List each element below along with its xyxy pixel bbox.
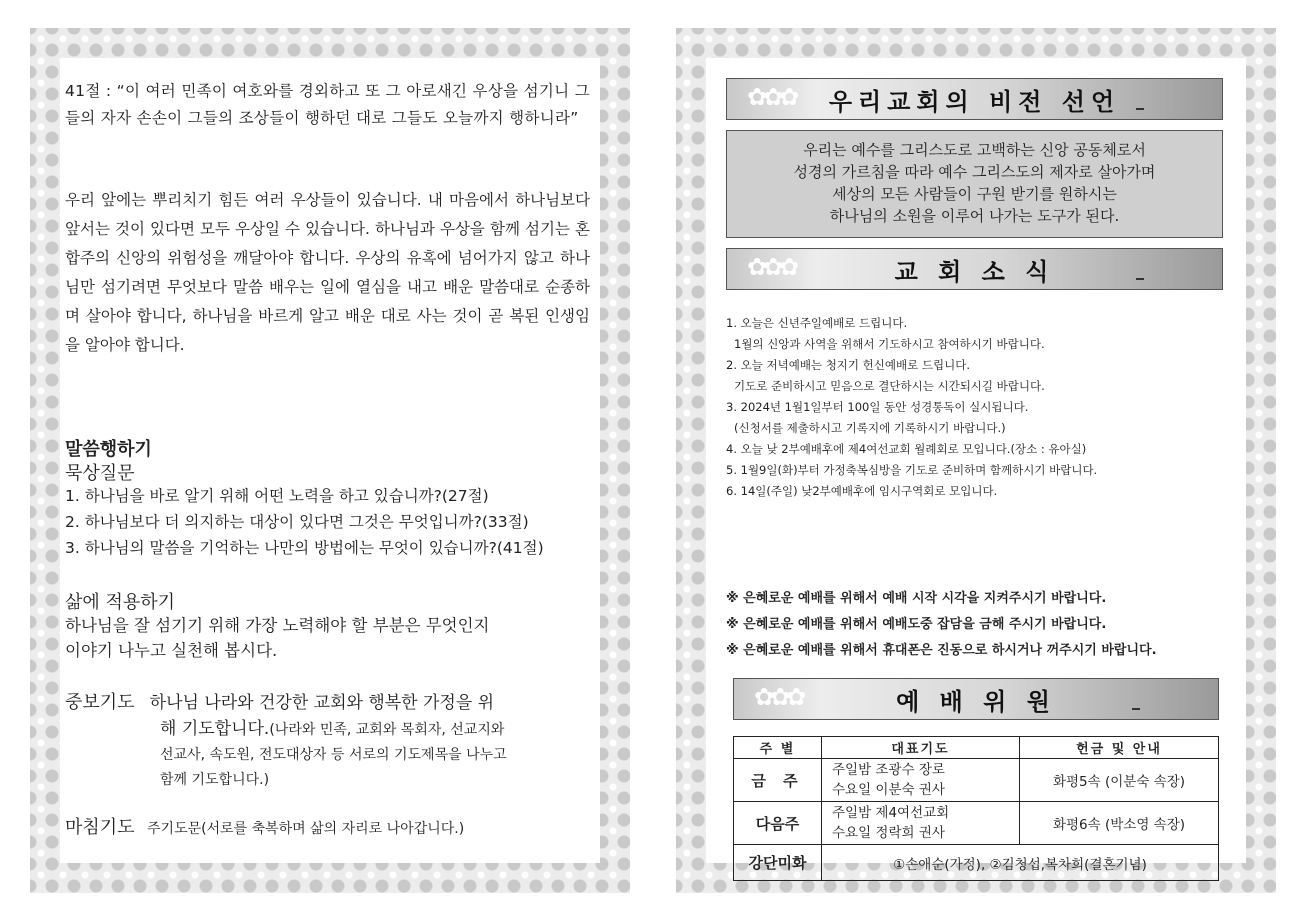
notice-item: ※ 은혜로운 예배를 위해서 휴대폰은 진동으로 하시거나 꺼주시기 바랍니다. <box>726 643 1157 658</box>
news-item: 기도로 준비하시고 믿음으로 결단하시는 시간되시길 바랍니다. <box>734 379 1045 393</box>
intercession-sub: (나라와 민족, 교회와 목회자, 선교지와 <box>269 722 505 738</box>
verse-text: “이 여러 민족이 여호와를 경외하고 또 그 아로새긴 우상을 섬기니 그들의 자자 손손이 그들의 조상들이 행하던 대로 그들도 오늘까지 행하니라” <box>65 82 590 127</box>
news-item: 2. 오늘 저녁예배는 청지기 헌신예배로 드립니다. <box>726 358 970 372</box>
vision-statement <box>726 130 1223 238</box>
news-item: 6. 14일(주일) 낮2부예배후에 임시구역회로 모입니다. <box>726 484 998 498</box>
closing-label: 마침기도 <box>65 817 135 838</box>
apply-text <box>65 613 595 663</box>
banner-dash <box>1132 708 1140 710</box>
news-item: (신청서를 제출하시고 기록지에 기록하시기 바랍니다.) <box>734 421 1006 435</box>
news-item: 4. 오늘 낮 2부예배후에 제4여선교회 월례회로 모입니다.(장소 : 유아실) <box>726 442 1087 456</box>
banner-dash <box>1136 278 1144 280</box>
practice-title: 말씀행하기 <box>65 439 152 460</box>
intercession-sub: 선교사, 속도원, 전도대상자 등 서로의 기도제목을 나누고 <box>160 747 507 763</box>
intercession-sub: 함께 기도합니다.) <box>160 772 270 788</box>
apply-line: 하나님을 잘 섬기기 위해 가장 노력해야 할 부분은 무엇인지 <box>65 616 490 635</box>
right-page <box>676 28 1276 893</box>
question-list <box>65 483 595 561</box>
scripture-verse <box>65 78 590 132</box>
duty-banner <box>733 678 1219 720</box>
duty-title: 예 배 위 원 <box>896 687 1056 716</box>
flower-icon: ✿✿✿ <box>747 253 796 281</box>
vision-title: 우리교회의 비전 선언 <box>828 87 1121 116</box>
intercession-block <box>65 688 590 793</box>
duty-header: 헌금 및 안내 <box>1020 737 1219 759</box>
question-item: 2. 하나님보다 더 의지하는 대상이 있다면 그것은 무엇입니까?(33절) <box>65 513 529 531</box>
altar-cell: ①손애순(가정), ②김청섭,복차희(결혼기념) <box>822 845 1219 881</box>
news-item: 1월의 신앙과 사역을 위해서 기도하시고 참여하시기 바랍니다. <box>734 337 1045 351</box>
apply-line: 이야기 나누고 실천해 봅시다. <box>65 641 278 660</box>
banner-dash <box>1136 108 1144 110</box>
prayer-line: 수요일 정락희 권사 <box>832 825 945 841</box>
flower-icon: ✿✿✿ <box>754 683 803 711</box>
question-item: 3. 하나님의 말씀을 기억하는 나만의 방법에는 무엇이 있습니까?(41절) <box>65 539 544 557</box>
intercession-label: 중보기도 <box>65 692 135 713</box>
table-row <box>734 759 1219 802</box>
offering-cell: 화평6속 (박소영 속장) <box>1020 802 1219 845</box>
vision-line: 성경의 가르침을 따라 예수 그리스도의 제자로 살아가며 <box>793 163 1156 181</box>
sermon-paragraph: 우리 앞에는 뿌리치기 힘든 여러 우상들이 있습니다. 내 마음에서 하나님보다 앞서는 것이 있다면 모두 우상일 수 있습니다. 하나님과 우상을 함께 섬기는 혼합주의 신앙의 위험성을 깨달아야 합니다. 우상의 유혹에 넘어가지 않고 하나님만 섬기려면 무엇보다 말씀 배우는 일에 열심을 내고 배운 말씀대로 순종하며 살아야 합니다, 하나님을 바르게 알고 배운 대로 사는 것이 곧 복된 인생임을 알아야 합니다. <box>65 191 590 354</box>
vision-banner <box>726 78 1223 120</box>
notice-item: ※ 은혜로운 예배를 위해서 예배도중 잡담을 금해 주시기 바랍니다. <box>726 617 1107 632</box>
vision-line: 우리는 예수를 그리스도로 고백하는 신앙 공동체로서 <box>803 141 1146 159</box>
vision-line: 세상의 모든 사람들이 구원 받기를 원하시는 <box>832 185 1117 203</box>
intercession-main: 하나님 나라와 건강한 교회와 행복한 가정을 위 <box>149 693 495 713</box>
news-item: 3. 2024년 1월1일부터 100일 동안 성경통독이 실시됩니다. <box>726 400 1029 414</box>
duty-header: 대표기도 <box>822 737 1020 759</box>
news-title: 교 회 소 식 <box>894 257 1055 286</box>
news-item: 1. 오늘은 신년주일예배로 드립니다. <box>726 316 908 330</box>
notice-list <box>726 586 1236 664</box>
offering-cell: 화평5속 (이분숙 속장) <box>1020 759 1219 802</box>
closing-text: 주기도문(서로를 축복하며 삶의 자리로 나아갑니다.) <box>147 821 465 837</box>
duty-header-row <box>734 737 1219 759</box>
intercession-main: 해 기도합니다. <box>160 719 270 739</box>
news-banner <box>726 248 1223 290</box>
prayer-line: 주일밤 제4여선교회 <box>832 805 950 821</box>
duty-header: 주 별 <box>734 737 822 759</box>
duty-table <box>733 736 1219 881</box>
table-row <box>734 845 1219 881</box>
news-list <box>726 313 1236 502</box>
prayer-cell <box>822 759 1020 802</box>
left-page <box>30 28 630 893</box>
notice-item: ※ 은혜로운 예배를 위해서 예배 시작 시각을 지켜주시기 바랍니다. <box>726 591 1107 606</box>
closing-prayer <box>65 813 590 839</box>
week-cell: 다음주 <box>734 802 822 845</box>
vision-line: 하나님의 소원을 이루어 나가는 도구가 된다. <box>829 207 1120 225</box>
apply-title: 삶에 적용하기 <box>65 592 176 613</box>
left-page-content <box>60 58 600 863</box>
prayer-line: 주일밤 조광수 장로 <box>832 762 945 778</box>
altar-label: 강단미화 <box>734 845 822 881</box>
prayer-line: 수요일 이분숙 권사 <box>832 782 945 798</box>
question-item: 1. 하나님을 바로 알기 위해 어떤 노력을 하고 있습니까?(27절) <box>65 487 489 505</box>
verse-reference: 41절 : <box>65 82 112 100</box>
prayer-cell <box>822 802 1020 845</box>
flower-icon: ✿✿✿ <box>747 83 796 111</box>
week-cell: 금 주 <box>734 759 822 802</box>
right-page-content <box>706 58 1246 873</box>
table-row <box>734 802 1219 845</box>
meditation-title: 묵상질문 <box>65 463 135 484</box>
news-item: 5. 1월9일(화)부터 가정축복심방을 기도로 준비하며 함께하시기 바랍니다. <box>726 463 1098 477</box>
